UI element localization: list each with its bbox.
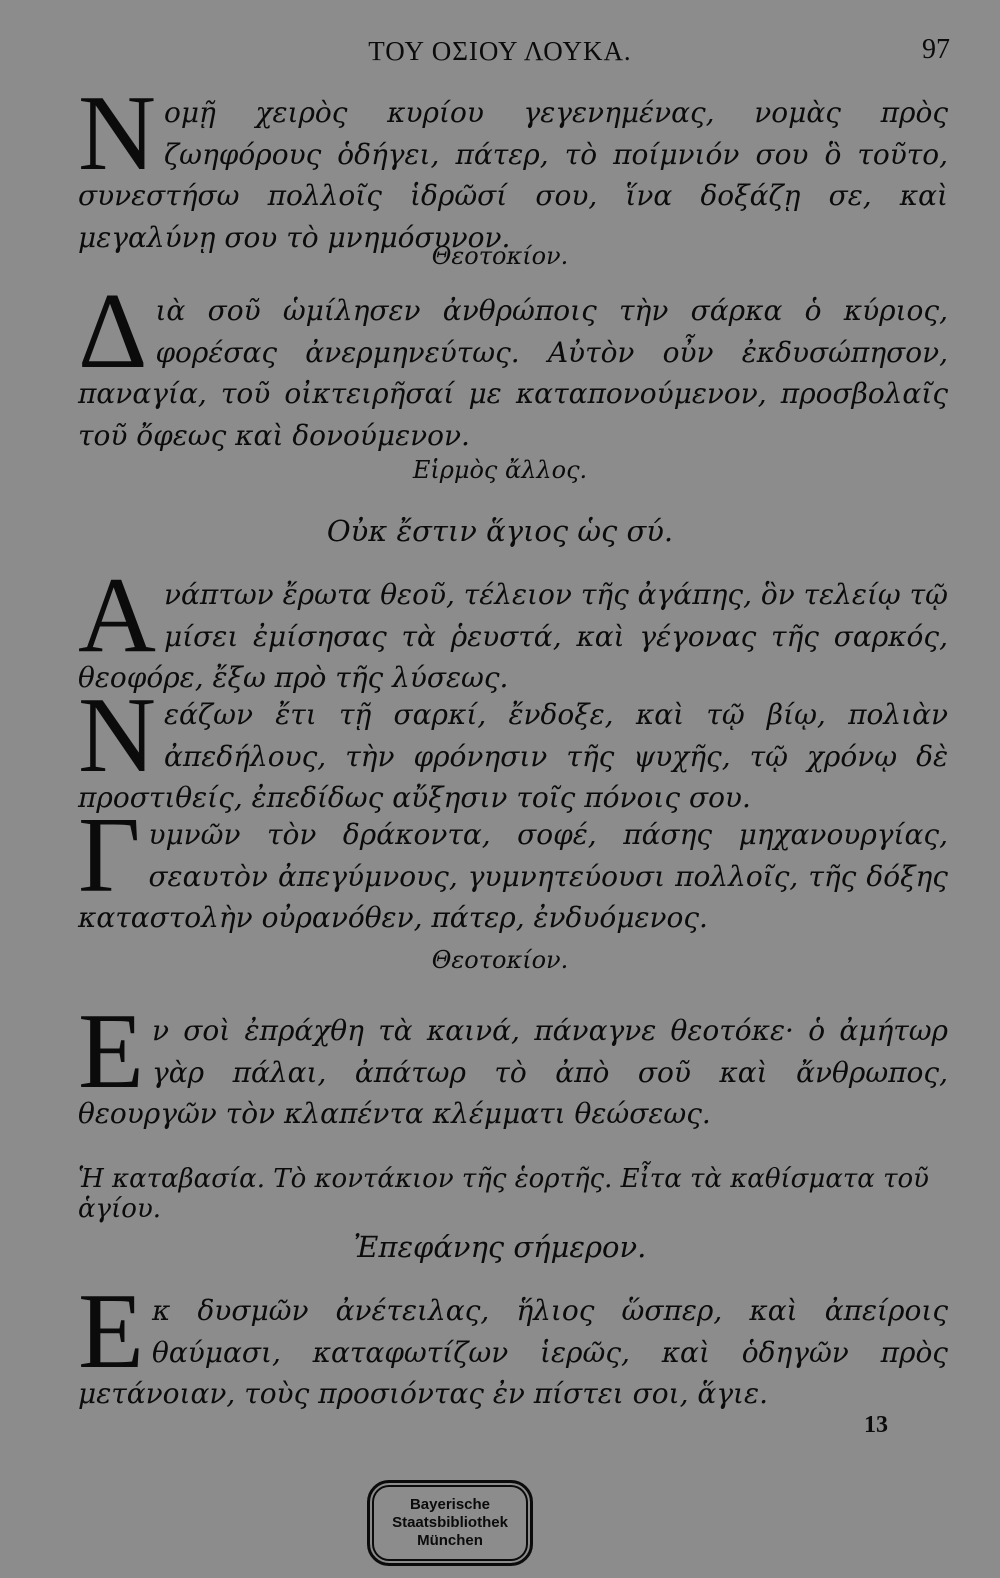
paragraph-3 (78, 556, 948, 699)
drop-cap: Δ (78, 272, 148, 391)
signature-number: 13 (864, 1412, 888, 1438)
stamp-line: Staatsbibliothek (392, 1514, 508, 1531)
paragraph-5 (78, 796, 948, 939)
paragraph-text: κ δυσμῶν ἀνέτειλας, ἥλιος ὥσπερ, καὶ ἀπείροις θαύμασι, καταφωτίζων ἱερῶς, καὶ ὁδηγῶν πρὸς μετάνοιαν, τοὺς προσιόντας ἐν πίστει σοι, ἅγιε. (78, 1294, 948, 1410)
paragraph-text: υμνῶν τὸν δράκοντα, σοφέ, πάσης μηχανουργίας, σεαυτὸν ἀπεγύμνους, γυμνητεύουσι πολλοῖς, τῆς δόξης καταστολὴν οὐρανόθεν, πάτερ, ἐνδυόμενος. (78, 818, 948, 934)
section-heading: Θεοτοκίον. (431, 242, 569, 270)
paragraph-1 (78, 74, 948, 258)
paragraph-2 (78, 272, 948, 456)
paragraph-6 (78, 992, 948, 1135)
drop-cap: Ε (78, 1272, 144, 1391)
rubric-line: Ἡ καταβασία. Τὸ κοντάκιον τῆς ἑορτῆς. Εἶτα τὰ καθίσματα τοῦ ἁγίου. (78, 1164, 929, 1224)
paragraph-text: ιὰ σοῦ ὡμίλησεν ἀνθρώποις τὴν σάρκα ὁ κύριος, φορέσας ἀνερμηνεύτως. Αὐτὸν οὖν ἐκδυσώπησον, παναγία, τοῦ οἰκτειρῆσαί με καταπονούμενον, προσβολαῖς τοῦ ὄφεως καὶ δονούμενον. (78, 294, 948, 452)
paragraph-text: εάζων ἔτι τῇ σαρκί, ἔνδοξε, καὶ τῷ βίῳ, πολιὰν ἀπεδήλους, τὴν φρόνησιν τῆς ψυχῆς, τῷ χρόνῳ δὲ προστιθείς, ἐπεδίδως αὔξησιν τοῖς πόνοις σου. (78, 698, 948, 814)
paragraph-text: νάπτων ἔρωτα θεοῦ, τέλειον τῆς ἀγάπης, ὃν τελείῳ τῷ μίσει ἐμίσησας τὰ ῥευστά, καὶ γέγονας τῆς σαρκός, θεοφόρε, ἔξω πρὸ τῆς λύσεως. (78, 578, 948, 694)
running-head: ΤΟΥ ΟΣΙΟΥ ΛΟΥΚΑ. (368, 36, 632, 66)
drop-cap: Ν (78, 74, 156, 193)
hymn-title: Ἐπεφάνης σήμερον. (353, 1230, 647, 1264)
stamp-line: Bayerische (409, 1496, 491, 1513)
page-header (0, 30, 1000, 74)
paragraph-text: ν σοὶ ἐπράχθη τὰ καινά, πάναγνε θεοτόκε· ὁ ἀμήτωρ γὰρ πάλαι, ἀπάτωρ τὸ ἀπὸ σοῦ καὶ ἄνθρωπος, θεουργῶν τὸν κλαπέντα κλέμματι θεώσεως. (78, 1014, 948, 1130)
page-number: 97 (922, 34, 950, 65)
paragraph-text: ομῇ χειρὸς κυρίου γεγενημένας, νομὰς πρὸς ζωηφόρους ὁδήγει, πάτερ, τὸ ποίμνιόν σου ὃ τοῦτο, συνεστήσω πολλοῖς ἱδρῶσί σου, ἵνα δοξάζῃ σε, καὶ μεγαλύνῃ σου τὸ μνημόσυνον. (78, 96, 948, 254)
drop-cap: Ε (78, 992, 144, 1111)
section-heading: Εἱρμὸς ἄλλος. (412, 456, 588, 484)
stamp-line: München (417, 1532, 483, 1549)
paragraph-7 (78, 1272, 948, 1415)
drop-cap: Ν (78, 676, 156, 795)
library-stamp (367, 1480, 533, 1566)
section-heading: Θεοτοκίον. (431, 946, 569, 974)
paragraph-4 (78, 676, 948, 819)
hymn-title: Οὐκ ἔστιν ἅγιος ὡς σύ. (326, 514, 674, 548)
drop-cap: Α (78, 556, 156, 675)
drop-cap: Γ (78, 796, 141, 915)
